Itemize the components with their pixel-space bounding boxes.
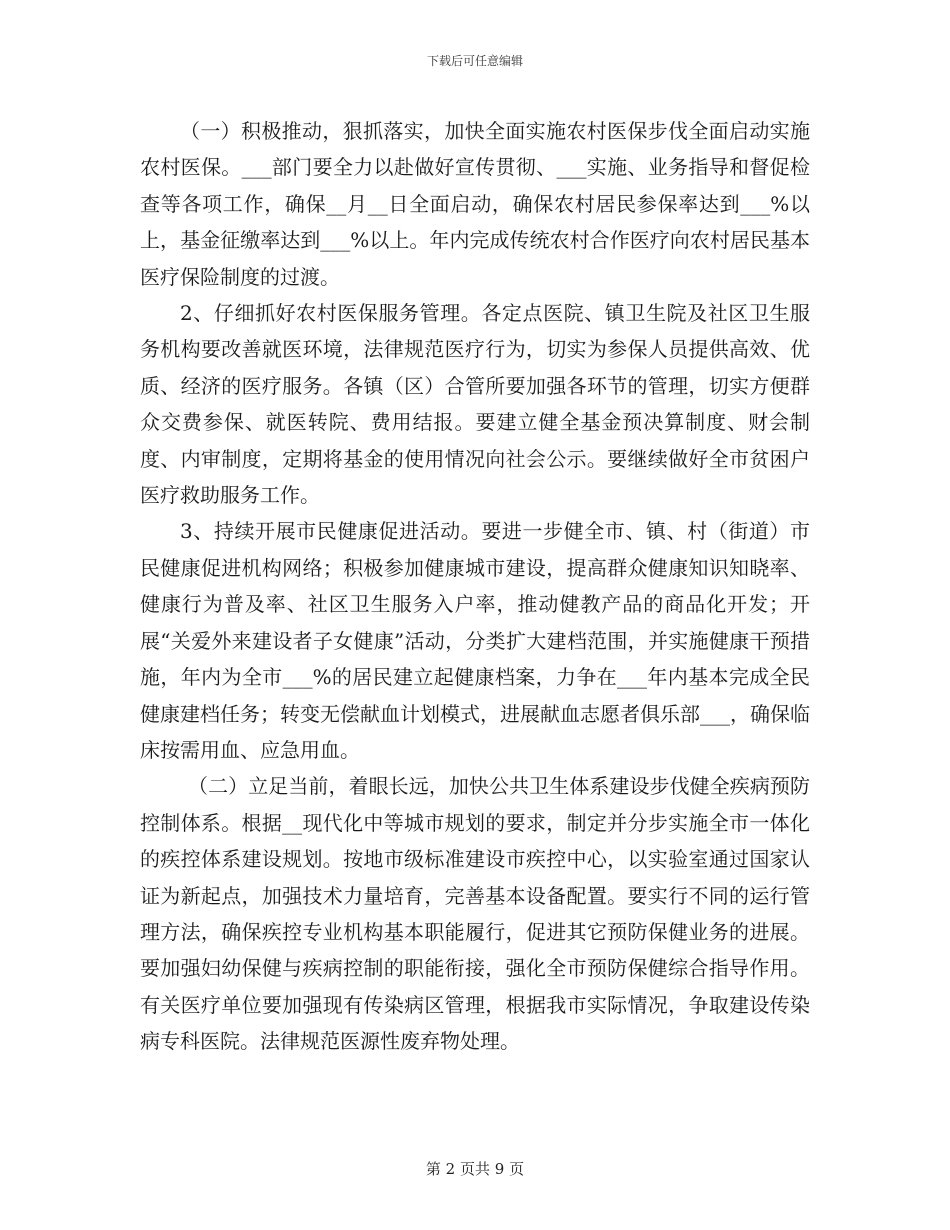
page-header: 下载后可任意编辑 [426, 54, 523, 68]
page-number: 第 2 页共 9 页 [425, 1160, 525, 1178]
document-body [140, 113, 810, 1060]
paragraph-section-two: （二）立足当前，着眼长远，加快公共卫生体系建设步伐健全疾病预防控制体系。根据__现代化中等城市规划的要求，制定并分步实施全市一体化的疾控体系建设规划。按地市级标准建设市疾控中心，以实验室通过国家认证为新起点，加强技术力量培育，完善基本设备配置。要实行不同的运行管理方法，确保疾控专业机构基本职能履行，促进其它预防保健业务的进展。要加强妇幼保健与疾病控制的职能衔接，强化全市预防保健综合指导作用。有关医疗单位要加强现有传染病区管理，根据我市实际情况，争取建设传染病专科医院。法律规范医源性废弃物处理。 [140, 774, 810, 1054]
paragraph-section-one: （一）积极推动，狠抓落实，加快全面实施农村医保步伐全面启动实施农村医保。___部门要全力以赴做好宣传贯彻、___实施、业务指导和督促检查等各项工作，确保__月__日全面启动，确保农村居民参保率达到___%以上，基金征缴率达到___%以上。年内完成传统农村合作医疗向农村居民基本医疗保险制度的过渡。 [140, 119, 810, 289]
paragraph-item-3: 3、持续开展市民健康促进活动。要进一步健全市、镇、村（街道）市民健康促进机构网络；积极参加健康城市建设，提高群众健康知识知晓率、健康行为普及率、社区卫生服务入户率，推动健教产品的商品化开发；开展“关爱外来建设者子女健康”活动，分类扩大建档范围，并实施健康干预措施，年内为全市___%的居民建立起健康档案，力争在___年内基本完成全民健康建档任务；转变无偿献血计划模式，进展献血志愿者俱乐部___，确保临床按需用血、应急用血。 [140, 519, 810, 762]
paragraph-item-2: 2、仔细抓好农村医保服务管理。各定点医院、镇卫生院及社区卫生服务机构要改善就医环境，法律规范医疗行为，切实为参保人员提供高效、优质、经济的医疗服务。各镇（区）合管所要加强各环节的管理，切实方便群众交费参保、就医转院、费用结报。要建立健全基金预决算制度、财会制度、内审制度，定期将基金的使用情况向社会公示。要继续做好全市贫困户医疗救助服务工作。 [140, 301, 810, 508]
